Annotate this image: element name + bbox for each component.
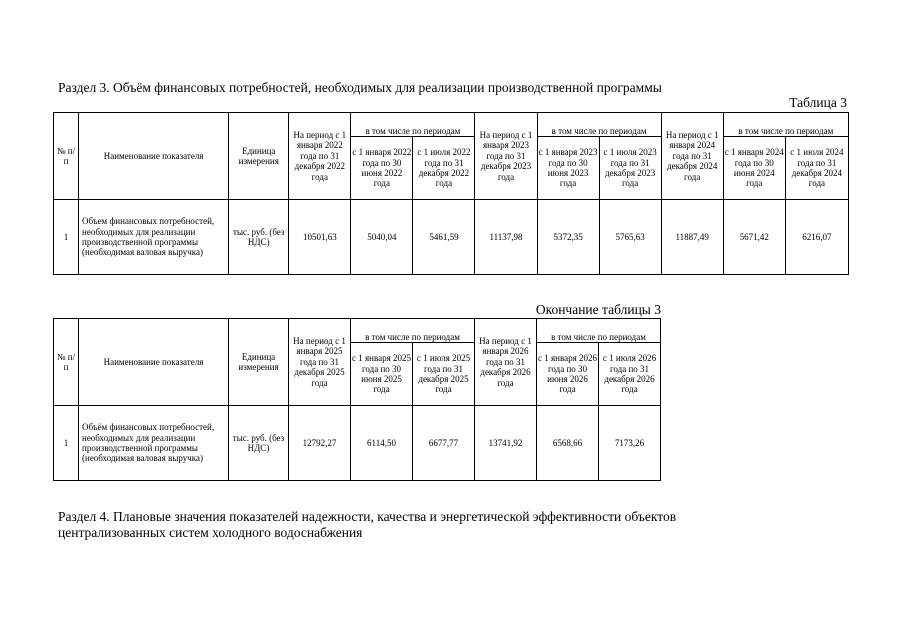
table-1-caption: Таблица 3: [789, 95, 847, 110]
header-sub-group: в том числе по периодам: [351, 113, 475, 137]
financial-needs-table-2: [53, 318, 661, 481]
section-4-title-line-1: Раздел 4. Плановые значения показателей надежности, качества и энергетической эффективности объектов: [58, 509, 677, 524]
header-sub-group: в том числе по периодам: [537, 113, 661, 137]
row-value: 6216,07: [785, 200, 848, 275]
table-header-row: [54, 113, 849, 137]
row-value: 6677,77: [413, 406, 475, 481]
row-unit: тыс. руб. (без НДС): [229, 406, 289, 481]
row-value: 5765,63: [599, 200, 661, 275]
header-name: Наименование показателя: [79, 319, 229, 406]
section-3-title: Раздел 3. Объём финансовых потребностей, необходимых для реализации производственной программы: [58, 80, 662, 95]
header-period-total: На период с 1 января 2023 года по 31 декабря 2023 года: [475, 113, 537, 200]
header-half-year: с 1 июля 2022 года по 31 декабря 2022 года: [413, 137, 475, 200]
row-name: Объем финансовых потребностей, необходимых для реализации производственной программы (необходимая валовая выручка): [79, 200, 229, 275]
header-name: Наименование показателя: [79, 113, 229, 200]
row-value: 11137,98: [475, 200, 537, 275]
row-num: 1: [54, 200, 79, 275]
header-period-total: На период с 1 января 2025 года по 31 декабря 2025 года: [289, 319, 351, 406]
row-value: 5040,04: [351, 200, 413, 275]
header-period-total: На период с 1 января 2026 года по 31 декабря 2026 года: [475, 319, 537, 406]
row-value: 6568,66: [537, 406, 599, 481]
header-half-year: с 1 января 2022 года по 30 июня 2022 года: [351, 137, 413, 200]
row-value: 11887,49: [661, 200, 723, 275]
table-row: [54, 200, 849, 275]
header-half-year: с 1 января 2025 года по 30 июня 2025 года: [351, 343, 413, 406]
header-half-year: с 1 июля 2026 года по 31 декабря 2026 года: [599, 343, 661, 406]
row-unit: тыс. руб. (без НДС): [229, 200, 289, 275]
financial-needs-table-1: [53, 112, 849, 275]
row-value: 13741,92: [475, 406, 537, 481]
header-half-year: с 1 июля 2024 года по 31 декабря 2024 года: [785, 137, 848, 200]
row-value: 7173,26: [599, 406, 661, 481]
row-value: 5671,42: [723, 200, 785, 275]
row-value: 12792,27: [289, 406, 351, 481]
header-num: № п/п: [54, 113, 79, 200]
header-unit: Единица измерения: [229, 113, 289, 200]
header-num: № п/п: [54, 319, 79, 406]
header-period-total: На период с 1 января 2022 года по 31 декабря 2022 года: [289, 113, 351, 200]
header-half-year: с 1 июля 2023 года по 31 декабря 2023 года: [599, 137, 661, 200]
row-value: 6114,50: [351, 406, 413, 481]
row-num: 1: [54, 406, 79, 481]
row-name: Объём финансовых потребностей, необходимых для реализации производственной программы (необходимая валовая выручка): [79, 406, 229, 481]
header-sub-group: в том числе по периодам: [351, 319, 475, 343]
header-sub-group: в том числе по периодам: [723, 113, 848, 137]
header-period-total: На период с 1 января 2024 года по 31 декабря 2024 года: [661, 113, 723, 200]
header-unit: Единица измерения: [229, 319, 289, 406]
header-half-year: с 1 января 2026 года по 30 июня 2026 года: [537, 343, 599, 406]
header-half-year: с 1 января 2023 года по 30 июня 2023 года: [537, 137, 599, 200]
row-value: 10501,63: [289, 200, 351, 275]
table-2-caption: Окончание таблицы 3: [535, 302, 661, 317]
header-sub-group: в том числе по периодам: [537, 319, 661, 343]
row-value: 5372,35: [537, 200, 599, 275]
table-header-row: [54, 319, 661, 343]
header-half-year: с 1 января 2024 года по 30 июня 2024 года: [723, 137, 785, 200]
table-row: [54, 406, 661, 481]
row-value: 5461,59: [413, 200, 475, 275]
section-4-title-line-2: централизованных систем холодного водоснабжения: [58, 525, 363, 540]
header-half-year: с 1 июля 2025 года по 31 декабря 2025 года: [413, 343, 475, 406]
